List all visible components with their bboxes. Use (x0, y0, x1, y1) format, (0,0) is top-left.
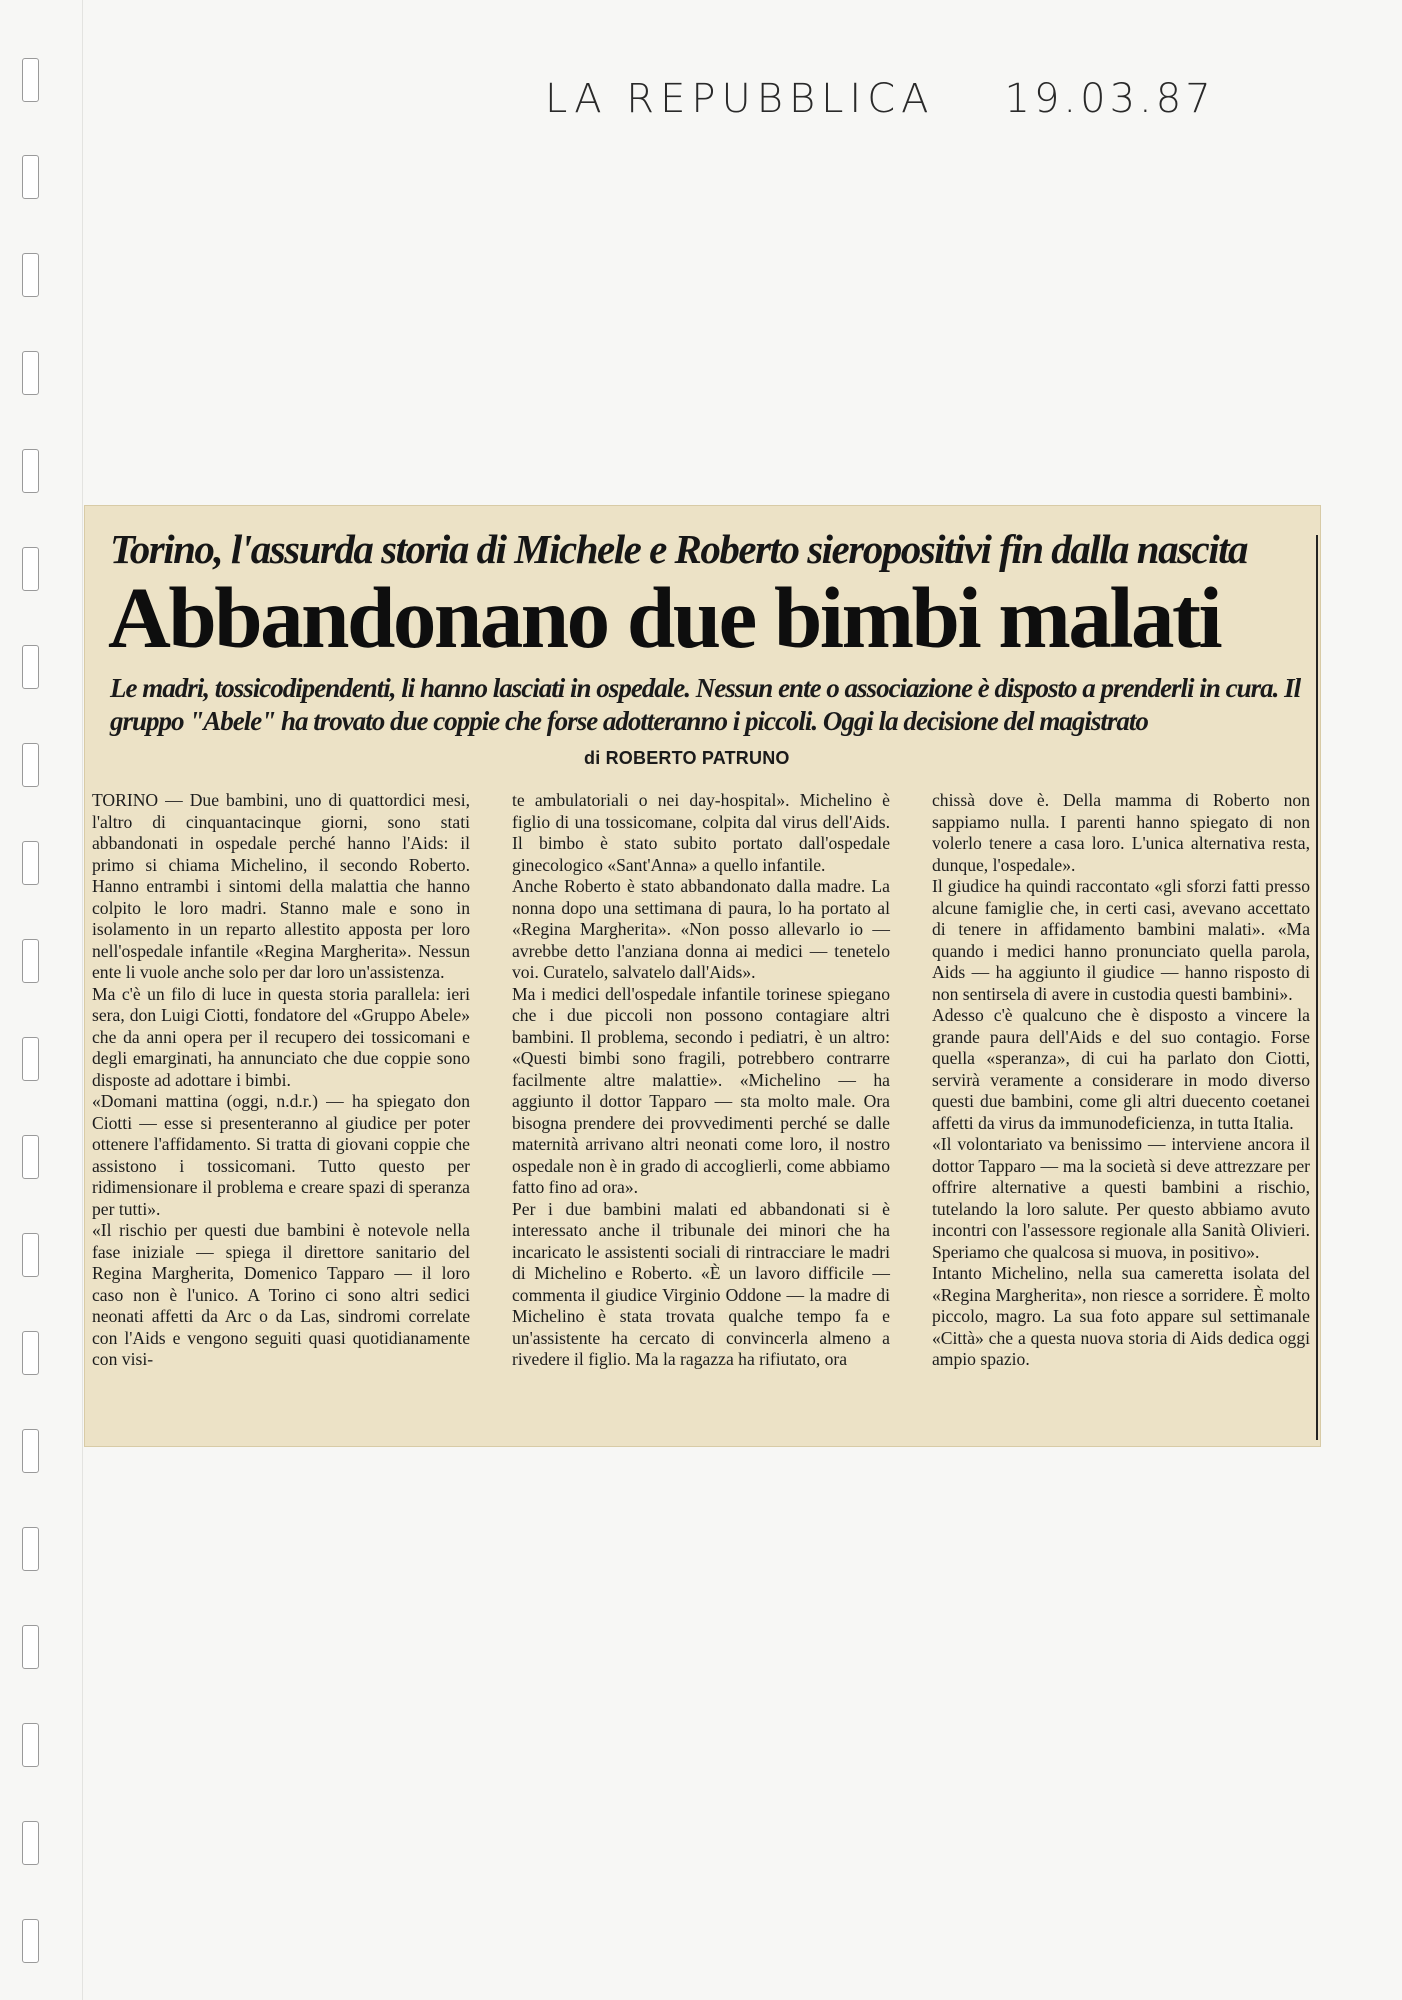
handwritten-date: 19.03.87 (1004, 76, 1215, 122)
handwritten-source: LA REPUBBLICA (545, 76, 935, 122)
binder-hole (22, 351, 39, 395)
binder-hole (22, 253, 39, 297)
binder-hole (22, 645, 39, 689)
binder-hole (22, 1037, 39, 1081)
article-kicker: Torino, l'assurda storia di Michele e Roberto sieropositivi fin dalla nascita (110, 526, 1248, 572)
binder-hole (22, 1625, 39, 1669)
binder-hole (22, 1919, 39, 1963)
binder-hole (22, 1233, 39, 1277)
article-byline: di ROBERTO PATRUNO (584, 748, 790, 768)
binder-hole (22, 547, 39, 591)
binder-hole (22, 1723, 39, 1767)
binder-hole (22, 1429, 39, 1473)
binder-hole (22, 841, 39, 885)
binder-hole (22, 449, 39, 493)
column-rule (1316, 535, 1318, 1440)
binder-hole (22, 1527, 39, 1571)
binder-hole (22, 58, 39, 102)
article-column-3: chissà dove è. Della mamma di Roberto non sappiamo nulla. I parenti hanno spiegato di non volerlo tenere a casa loro. L'unica alternativa resta, dunque, l'ospedale». Il giudice ha quindi raccontato «gli sforzi fatti presso alcune famiglie che, in certi casi, avevano accettato di tenere in affidamento bambini malati». «Ma quando i medici hanno pronunciato quella parola, Aids — ha aggiunto il giudice — hanno risposto di non sentirsela di avere in custodia questi bambini». Adesso c'è qualcuno che è disposto a vincere la grande paura dell'Aids e del suo contagio. Forse quella «speranza», di cui ha parlato don Ciotti, servirà veramente a considerare in modo diverso questi due bambini, come gli altri duecento coetanei affetti da virus da immunodeficienza, in tutta Italia. «Il volontariato va benissimo — interviene ancora il dottor Tapparo — ma la società si deve attrezzare per offrire alternative a questi bambini a rischio, tutelando la loro salute. Per questo abbiamo avuto incontri con l'assessore regionale alla Sanità Olivieri. Speriamo che qualcosa si muova, in positivo». Intanto Michelino, nella sua cameretta isolata del «Regina Margherita», non riesce a sorridere. È molto piccolo, magro. La sua foto appare sul settimanale «Città» che a questa nuova storia di Aids dedica oggi ampio spazio. (932, 790, 1310, 1369)
binder-hole (22, 155, 39, 199)
binder-hole (22, 743, 39, 787)
article-column-2: te ambulatoriali o nei day-hospital». Michelino è figlio di una tossicomane, colpita dal virus dell'Aids. Il bimbo è stato subito portato dall'ospedale ginecologico «Sant'Anna» a quello infantile. Anche Roberto è stato abbandonato dalla madre. La nonna dopo una settimana di paura, lo ha portato al «Regina Margherita». «Non posso allevarlo io — avrebbe detto l'anziana donna ai medici — tenetelo voi. Curatelo, salvatelo dall'Aids». Ma i medici dell'ospedale infantile torinese spiegano che i due piccoli non possono contagiare altri bambini. Il problema, secondo i pediatri, è un altro: «Questi bimbi sono fragili, potrebbero contrarre facilmente altre malattie». «Michelino — ha aggiunto il dottor Tapparo — sta molto male. Ora bisogna prendere dei provvedimenti perché se dalle maternità arrivano altri neonati come loro, il nostro ospedale non è in grado di accoglierli, come abbiamo fatto fino ad ora». Per i due bambini malati ed abbandonati si è interessato anche il tribunale dei minori che ha incaricato le assistenti sociali di rintracciare le madri di Michelino e Roberto. «È un lavoro difficile — commenta il giudice Virginio Oddone — la madre di Michelino è stata trovata qualche tempo fa e un'assistente ha cercato di convincerla almeno a rivedere il figlio. Ma la ragazza ha rifiutato, ora (512, 790, 890, 1369)
newspaper-clipping (84, 505, 1321, 1447)
handwritten-note (545, 76, 1215, 122)
binder-hole (22, 1135, 39, 1179)
binder-hole (22, 939, 39, 983)
binder-hole (22, 1821, 39, 1865)
binder-hole (22, 1331, 39, 1375)
binder-holes (22, 0, 52, 2000)
article-subhead: Le madri, tossicodipendenti, li hanno lasciati in ospedale. Nessun ente o associazione è disposto a prenderli in cura. Il gruppo "Abele" ha trovato due coppie che forse adotteranno i piccoli. Oggi la decisione del magistrato (110, 673, 1301, 736)
page-edge (82, 0, 83, 2000)
article-column-1: TORINO — Due bambini, uno di quattordici mesi, l'altro di cinquantacinque giorni, sono stati abbandonati in ospedale perché hanno l'Aids: il primo si chiama Michelino, il secondo Roberto. Hanno entrambi i sintomi della malattia che hanno colpito le loro madri. Stanno male e sono in isolamento in un reparto allestito apposta per loro nell'ospedale infantile «Regina Margherita». Nessun ente li vuole anche solo per dar loro un'assistenza. Ma c'è un filo di luce in questa storia parallela: ieri sera, don Luigi Ciotti, fondatore del «Gruppo Abele» che da anni opera per il recupero dei tossicomani e degli emarginati, ha annunciato che due coppie sono disposte ad adottare i bimbi. «Domani mattina (oggi, n.d.r.) — ha spiegato don Ciotti — esse si presenteranno al giudice per poter ottenere l'affidamento. Si tratta di giovani coppie che assistono i tossicomani. Tutto questo per ridimensionare il problema e creare spazi di speranza per tutti». «Il rischio per questi due bambini è notevole nella fase iniziale — spiega il direttore sanitario del Regina Margherita, Domenico Tapparo — il loro caso non è l'unico. A Torino ci sono altri sedici neonati affetti da Arc o da Las, sindromi correlate con l'Aids e vengono seguiti quasi quotidianamente con visi- (92, 790, 470, 1369)
article-headline: Abbandonano due bimbi malati (108, 569, 1221, 666)
